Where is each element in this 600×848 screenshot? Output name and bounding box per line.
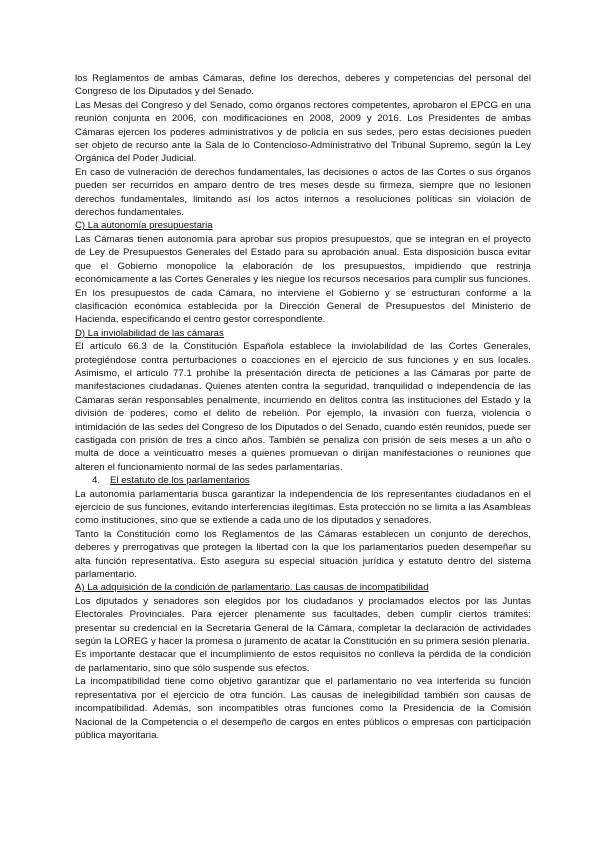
section-number: 4.: [92, 475, 101, 487]
paragraph-presupuestos-propios: Las Cámaras tienen autonomía para aprobar sus propios presupuestos, que se integran en el proyecto de Ley de Presupuestos Generales del Estado para su aprobación anual. Esta disposición busca evitar que el Gobierno monopolice la elaboración de los presupuestos, impidiendo que restrinja económicamente a las Cortes Generales y les niegue los recursos necesarios para cumplir sus funciones.: [75, 233, 531, 286]
section-heading-estatuto: [75, 474, 531, 487]
paragraph-diputados-senadores: Los diputados y senadores son elegidos por los ciudadanos y proclamados electos por las Juntas Electorales Provinciales. Para ejercer plenamente sus facultades, deben cumplir ciertos trámites: presentar su credencial en la Secretaría General de la Cámara, completar la declaración de actividades según la LOREG y hacer la promesa o juramento de acatar la Constitución en su primera sesión plenaria.: [75, 595, 531, 648]
paragraph-autonomia-parlamentaria: La autonomía parlamentaria busca garantizar la independencia de los representantes ciudadanos en el ejercicio de sus funciones, evitando interferencias ilegítimas. Esta protección no se limita a las Asambleas como instituciones, sino que se extiende a cada uno de los diputados y senadores.: [75, 488, 531, 527]
paragraph-articulo-66: El artículo 66.3 de la Constitución Española establece la inviolabilidad de las Cortes Generales, protegiéndose contra perturbaciones o coacciones en el ejercicio de sus funciones y en sus locales. Asimismo, el artículo 77.1 prohíbe la presentación directa de peticiones a las Cámaras por parte de manifestaciones ciudadanas. Quienes atenten contra la seguridad, tranquilidad o independencia de las Cámaras serán responsables penalmente, incurriendo en delitos contra las instituciones del Estado y la división de poderes, como el delito de rebelión. Por ejemplo, la invasión con fuerza, violencia o intimidación de las sedes del Congreso de los Diputados o del Senado, cuando estén reunidos, puede ser castigada con prisión de tres a cinco años. También se penaliza con prisión de seis meses a un año o multa de doce a veinticuatro meses a quienes promuevan o dirijan manifestaciones o reuniones que alteren el funcionamiento normal de las sedes parlamentarias.: [75, 341, 531, 473]
paragraph-reglamentos: los Reglamentos de ambas Cámaras, define los derechos, deberes y competencias del personal del Congreso de los Diputados y del Senado.: [75, 73, 531, 98]
paragraph-constitucion-reglamentos: Tanto la Constitución como los Reglamentos de las Cámaras establecen un conjunto de derechos, deberes y prerrogativas que protegen la libertad con la que los parlamentarios pueden desempeñar su alta función representativa. Esto asegura su especial situación jurídica y estatuto dentro del sistema parlamentario.: [75, 528, 531, 581]
heading-adquisicion-condicion: A) La adquisición de la condición de parlamentario. Las causas de incompatibilidad: [75, 582, 429, 594]
paragraph-vulneracion: En caso de vulneración de derechos fundamentales, las decisiones o actos de las Cortes o sus órganos pueden ser recurridos en amparo dentro de tres meses desde su firmeza, siempre que no lesionen derechos fundamentales, limitando así los actos internos a resoluciones políticas sin violación de derechos fundamentales.: [75, 166, 531, 219]
paragraph-incumplimiento: Es importante destacar que el incumplimiento de estos requisitos no conlleva la pérdida de la condición de parlamentario, sino que sólo suspende sus efectos.: [75, 649, 531, 674]
heading-autonomia-presupuestaria: C) La autonomía presupuestaria: [75, 220, 213, 232]
heading-inviolabilidad: D) La inviolabilidad de las cámaras: [75, 327, 224, 339]
paragraph-incompatibilidad: La incompatibilidad tiene como objetivo garantizar que el parlamentario no vea interferida su función representativa por el ejercicio de otra función. Las causas de inelegibilidad también son causas de incompatibilidad. Además, son incompatibles otras funciones como la Presidencia de la Comisión Nacional de la Competencia o el desempeño de cargos en entes públicos o empresas con participación pública mayoritaria.: [75, 676, 531, 741]
paragraph-presupuestos-camara: En los presupuestos de cada Cámara, no interviene el Gobierno y se estructuran conforme a la clasificación económica establecida por la Dirección General de Presupuestos del Ministerio de Hacienda, especificando el centro gestor correspondiente.: [75, 287, 531, 326]
paragraph-mesas: Las Mesas del Congreso y del Senado, como órganos rectores competentes, aprobaron el EPCG en una reunión conjunta en 2006, con modificaciones en 2008, 2009 y 2016. Los Presidentes de ambas Cámaras ejercen los poderes administrativos y de policía en sus sedes, pero estas decisiones pueden ser objeto de recurso ante la Sala de lo Contencioso-Administrativo del Tribunal Supremo, según la Ley Orgánica del Poder Judicial.: [75, 99, 531, 165]
section-title: El estatuto de los parlamentarios: [110, 475, 250, 487]
